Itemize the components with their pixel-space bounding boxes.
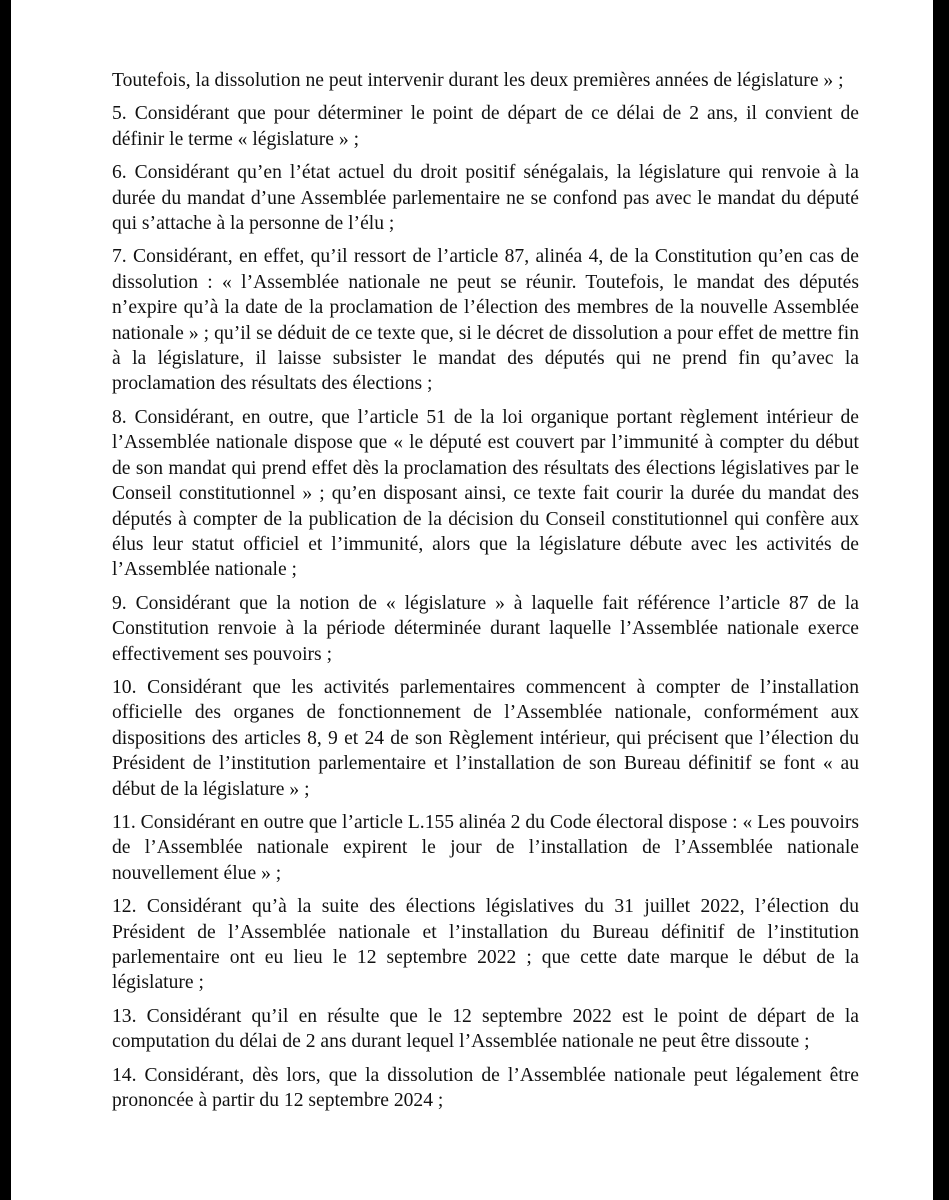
document-page [11, 0, 933, 1200]
paragraph-10: 10. Considérant que les activités parlementaires commencent à compter de l’installation officielle des organes de fonctionnement de l’Assemblée nationale, conformément aux dispositions des articles 8, 9 et 24 de son Règlement intérieur, qui précisent que l’élection du Président de l’institution parlementaire et l’installation de son Bureau définitif se font « au début de la législature » ; [112, 676, 859, 800]
paragraph-continuation: Toutefois, la dissolution ne peut intervenir durant les deux premières années de législature » ; [112, 70, 844, 91]
paragraph-12: 12. Considérant qu’à la suite des élections législatives du 31 juillet 2022, l’élection du Président de l’Assemblée nationale et l’installation du Bureau définitif de l’institution parlementaire ont eu lieu le 12 septembre 2022 ; que cette date marque le début de la législature ; [112, 896, 859, 994]
paragraph-5: 5. Considérant que pour déterminer le point de départ de ce délai de 2 ans, il convient de définir le terme « législature » ; [112, 103, 859, 150]
paragraph-8: 8. Considérant, en outre, que l’article 51 de la loi organique portant règlement intérieur de l’Assemblée nationale dispose que « le député est couvert par l’immunité à compter du début de son mandat qui prend effet dès la proclamation des résultats des élections législatives par le Conseil constitutionnel » ; qu’en disposant ainsi, ce texte fait courir la durée du mandat des députés à compter de la publication de la décision du Conseil constitutionnel qui confère aux élus leur statut officiel et l’immunité, alors que la législature débute avec les activités de l’Assemblée nationale ; [112, 406, 859, 581]
paragraph-6: 6. Considérant qu’en l’état actuel du droit positif sénégalais, la législature qui renvoie à la durée du mandat d’une Assemblée parlementaire ne se confond pas avec le mandat du député qui s’attache à la personne de l’élu ; [112, 162, 859, 235]
paragraph-14: 14. Considérant, dès lors, que la dissolution de l’Assemblée nationale peut légalement être prononcée à partir du 12 septembre 2024 ; [112, 1064, 859, 1112]
paragraph-13: 13. Considérant qu’il en résulte que le 12 septembre 2022 est le point de départ de la computation du délai de 2 ans durant lequel l’Assemblée nationale ne peut être dissoute ; [112, 1005, 859, 1053]
paragraph-11: 11. Considérant en outre que l’article L.155 alinéa 2 du Code électoral dispose : « Les pouvoirs de l’Assemblée nationale expirent le jour de l’installation de l’Assemblée nationale nouvellement élue » ; [112, 811, 859, 884]
paragraph-9: 9. Considérant que la notion de « législature » à laquelle fait référence l’article 87 de la Constitution renvoie à la période déterminée durant laquelle l’Assemblée nationale exerce effectivement ses pouvoirs ; [112, 592, 859, 665]
document-body [112, 68, 859, 1121]
paragraph-7: 7. Considérant, en effet, qu’il ressort de l’article 87, alinéa 4, de la Constitution qu’en cas de dissolution : « l’Assemblée nationale ne peut se réunir. Toutefois, le mandat des députés n’expire qu’à la date de la proclamation de l’élection des membres de la nouvelle Assemblée nationale » ; qu’il se déduit de ce texte que, si le décret de dissolution a pour effet de mettre fin à la législature, il laisse subsister le mandat des députés qui ne prend fin qu’avec la proclamation des résultats des élections ; [112, 246, 859, 395]
